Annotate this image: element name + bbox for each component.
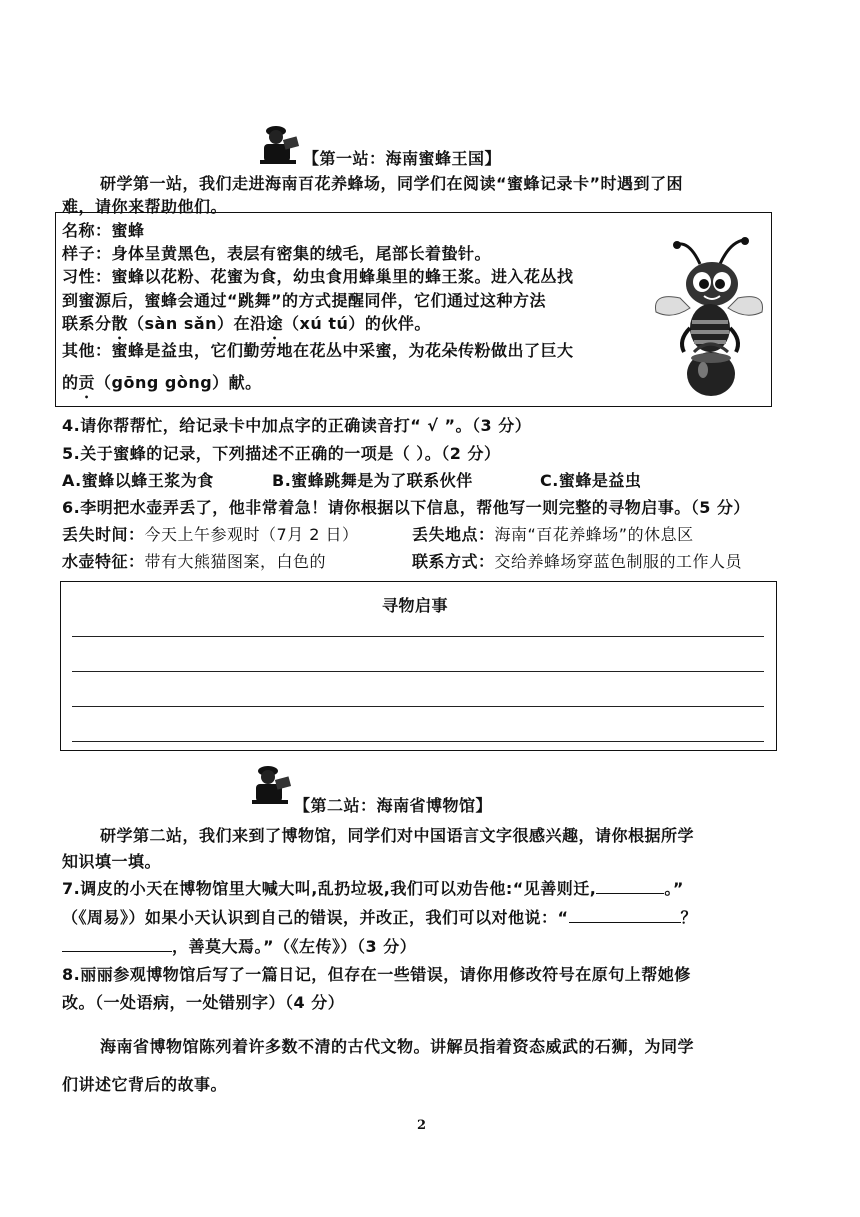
lost-place-label: 丢失地点： <box>412 525 495 544</box>
card-habit-line3-b: （sàn sǎn）在沿 <box>128 314 267 333</box>
question-8-line2: 改。（一处语病，一处错别字）（4 分） <box>62 993 345 1012</box>
bottle-feature-label: 水壶特征： <box>62 552 145 571</box>
card-other-row2 <box>62 370 262 393</box>
question-7-text-d: ？ <box>680 908 698 927</box>
page-number: 2 <box>417 1118 427 1133</box>
bottle-feature <box>62 549 326 572</box>
card-name-label: 名称： <box>62 221 112 240</box>
lost-place <box>412 522 694 545</box>
question-5-option-c: C.蜜蜂是益虫 <box>540 471 642 490</box>
station1-intro-line1: 研学第一站，我们走进海南百花养蜂场，同学们在阅读“蜜蜂记录卡”时遇到了困 <box>100 174 684 193</box>
writing-line-2[interactable] <box>72 671 764 672</box>
card-name-value: 蜜蜂 <box>111 221 145 240</box>
question-7-text-e: ，善莫大焉。”（《左传》）（3 分） <box>172 937 417 956</box>
question-7-line3 <box>62 934 416 957</box>
question-7-line1 <box>62 876 684 899</box>
lost-notice-title: 寻物启事 <box>382 596 449 615</box>
bee-illustration <box>650 236 768 401</box>
diary-line1[interactable]: 海南省博物馆陈列着许多数不清的古代文物。讲解员指着资态威武的石狮，为同学 <box>100 1037 695 1056</box>
contact-method-value: 交给养蜂场穿蓝色制服的工作人员 <box>494 552 743 571</box>
station1-title: 【第一站：海南蜜蜂王国】 <box>303 149 502 168</box>
card-name-row <box>62 218 145 241</box>
question-5-option-a: A.蜜蜂以蜂王浆为食 <box>62 471 214 490</box>
lost-place-value: 海南“百花养蜂场”的休息区 <box>494 525 694 544</box>
question-6: 6.李明把水壶弄丢了，他非常着急！请你根据以下信息，帮他写一则完整的寻物启事。（5 分） <box>62 498 750 517</box>
student-reading-icon <box>258 122 302 166</box>
card-other-line2-b: （gōng gòng）献。 <box>95 373 262 392</box>
student-reading-icon <box>250 762 294 806</box>
station1-intro-line2: 难，请你来帮助他们。 <box>62 197 228 216</box>
contact-method-label: 联系方式： <box>412 552 495 571</box>
question-7-text-a: 7.调皮的小天在博物馆里大喊大叫,乱扔垃圾,我们可以劝告他:“见善则迁, <box>62 879 597 898</box>
card-other-label: 其他： <box>62 341 112 360</box>
card-look-value: 身体呈黄黑色，表层有密集的绒毛，尾部长着蛰针。 <box>111 244 492 263</box>
question-7-text-c: （《周易》）如果小天认识到自己的错误，并改正，我们可以对他说：“ <box>62 908 569 927</box>
diary-line2[interactable]: 们讲述它背后的故事。 <box>62 1075 228 1094</box>
card-other-line1: 蜜蜂是益虫，它们勤劳地在花丛中采蜜，为花朵传粉做出了巨大 <box>111 341 574 360</box>
lost-time-value: 今天上午参观时（7月 2 日） <box>144 525 359 544</box>
station2-title: 【第二站：海南省博物馆】 <box>294 796 493 815</box>
question-8-line1: 8.丽丽参观博物馆后写了一篇日记，但存在一些错误，请你用修改符号在原句上帮她修 <box>62 965 691 984</box>
card-habit-line1: 蜜蜂以花粉、花蜜为食，幼虫食用蜂巢里的蜂王浆。进入花丛找 <box>111 267 574 286</box>
question-5-option-b: B.蜜蜂跳舞是为了联系伙伴 <box>272 471 473 490</box>
dotted-char-san: 散 <box>111 314 129 333</box>
card-habit-line3-c: （xú tú）的伙伴。 <box>283 314 431 333</box>
card-habit-label: 习性： <box>62 267 112 286</box>
writing-line-4[interactable] <box>72 741 764 742</box>
lost-time-label: 丢失时间： <box>62 525 145 544</box>
dotted-char-tu: 途 <box>266 314 284 333</box>
station2-intro-line1: 研学第二站，我们来到了博物馆，同学们对中国语言文字很感兴趣，请你根据所学 <box>100 826 695 845</box>
card-habit-row1 <box>62 264 574 287</box>
contact-method <box>412 549 742 572</box>
card-other-row1 <box>62 338 574 361</box>
answer-blank-1[interactable] <box>596 879 664 894</box>
card-other-line2-a: 的 <box>62 373 79 392</box>
card-look-row <box>62 241 491 264</box>
answer-blank-3[interactable] <box>62 937 172 952</box>
writing-line-3[interactable] <box>72 706 764 707</box>
question-4: 4.请你帮帮忙，给记录卡中加点字的正确读音打“ √ ”。（3 分） <box>62 416 532 435</box>
bottle-feature-value: 带有大熊猫图案，白色的 <box>144 552 327 571</box>
answer-blank-2[interactable] <box>569 908 681 923</box>
lost-time <box>62 522 359 545</box>
question-7-text-b: 。” <box>664 879 684 898</box>
dotted-char-gong: 贡 <box>78 373 96 392</box>
question-7-line2 <box>62 905 697 928</box>
station2-intro-line2: 知识填一填。 <box>62 852 162 871</box>
card-habit-row3 <box>62 311 431 334</box>
question-5: 5.关于蜜蜂的记录，下列描述不正确的一项是（ ）。（2 分） <box>62 444 501 463</box>
card-habit-line2: 到蜜源后，蜜蜂会通过“跳舞”的方式提醒同伴，它们通过这种方法 <box>62 291 547 310</box>
writing-line-1[interactable] <box>72 636 764 637</box>
card-habit-line3-a: 联系分 <box>62 314 112 333</box>
card-look-label: 样子： <box>62 244 112 263</box>
